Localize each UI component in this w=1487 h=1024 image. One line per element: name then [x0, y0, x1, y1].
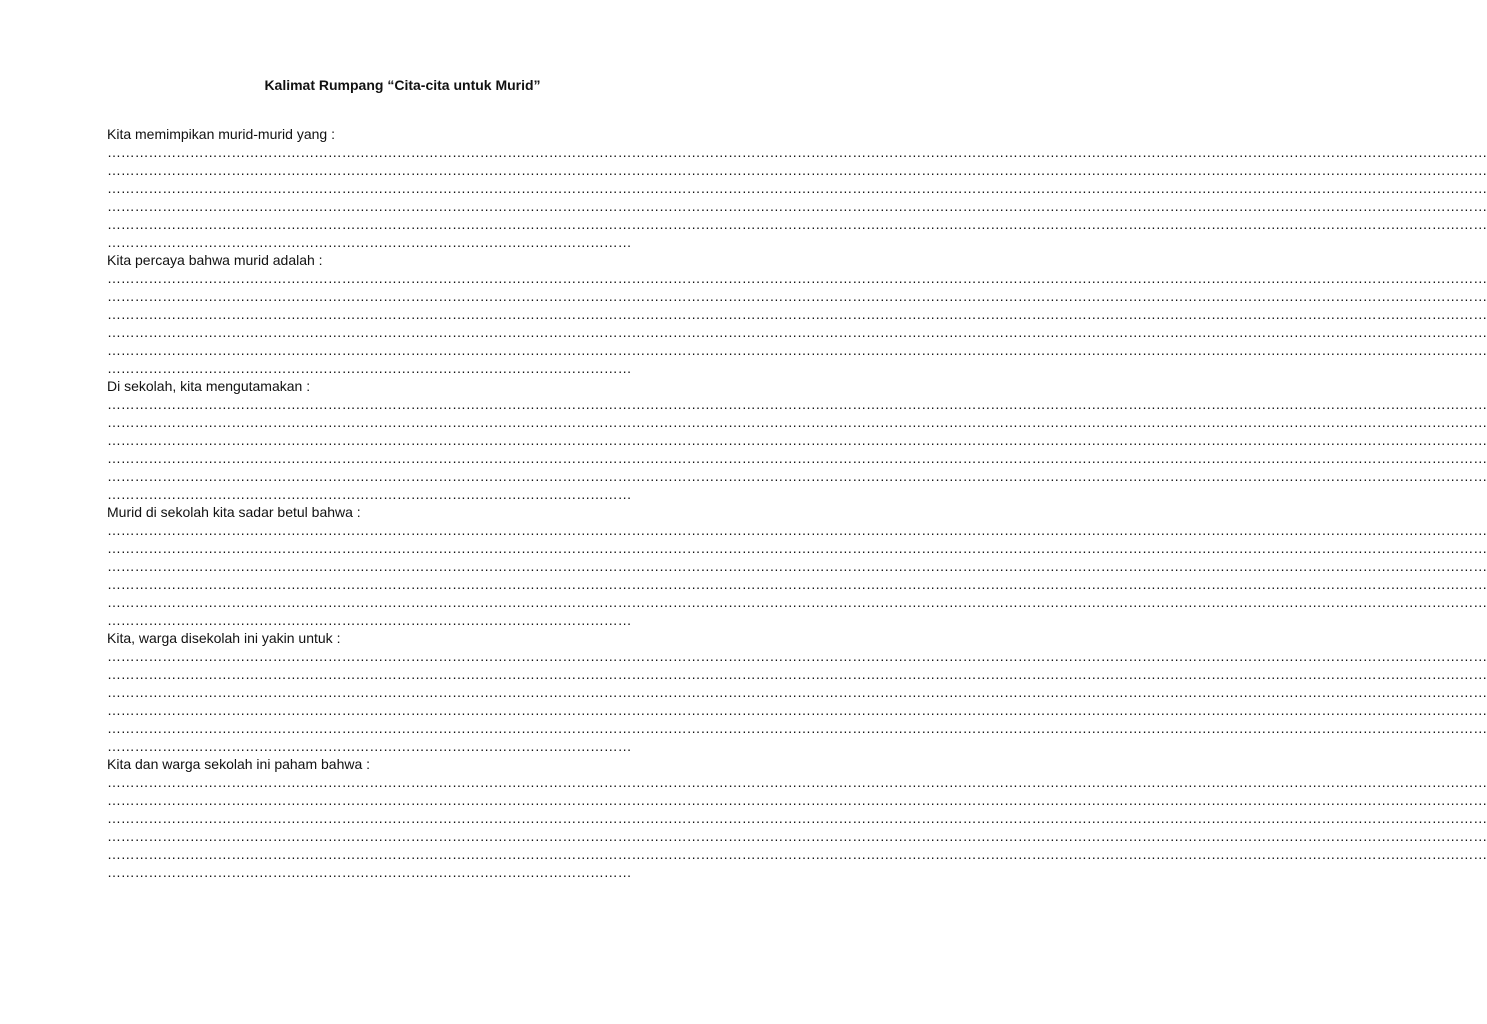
fill-in-line: …………………………………………………………………………………………………………………………………………………………………………………………………………………………………………………………………………	[107, 792, 1487, 808]
fill-in-line: …………………………………………………………………………………………………………………………………………………………………………………………………………………………………………………………………………	[107, 198, 1487, 214]
fill-in-line: …………………………………………………………………………………………………………………………………………………………………………………………………………………………………………………………………………	[107, 558, 1487, 574]
fill-in-line: …………………………………………………………………………………………………………………………………………………………………………………………………………………………………………………………………………	[107, 288, 1487, 304]
section-prompt: Kita memimpikan murid-murid yang :	[107, 126, 335, 142]
fill-in-line: …………………………………………………………………………………………………………………………………………………………………………………………………………………………………………………………………………	[107, 648, 1487, 664]
fill-in-line-short: ……………………………………………………………………………………………………	[107, 864, 632, 880]
fill-in-line: …………………………………………………………………………………………………………………………………………………………………………………………………………………………………………………………………………	[107, 450, 1487, 466]
fill-in-line: …………………………………………………………………………………………………………………………………………………………………………………………………………………………………………………………………………	[107, 576, 1487, 592]
fill-in-line: …………………………………………………………………………………………………………………………………………………………………………………………………………………………………………………………………………	[107, 720, 1487, 736]
fill-in-line: …………………………………………………………………………………………………………………………………………………………………………………………………………………………………………………………………………	[107, 180, 1487, 196]
fill-in-line: …………………………………………………………………………………………………………………………………………………………………………………………………………………………………………………………………………	[107, 270, 1487, 286]
fill-in-line: …………………………………………………………………………………………………………………………………………………………………………………………………………………………………………………………………………	[107, 468, 1487, 484]
fill-in-line: …………………………………………………………………………………………………………………………………………………………………………………………………………………………………………………………………………	[107, 666, 1487, 682]
section-2	[107, 251, 1487, 377]
fill-in-line: …………………………………………………………………………………………………………………………………………………………………………………………………………………………………………………………………………	[107, 810, 1487, 826]
fill-in-line: …………………………………………………………………………………………………………………………………………………………………………………………………………………………………………………………………………	[107, 846, 1487, 862]
fill-in-line: …………………………………………………………………………………………………………………………………………………………………………………………………………………………………………………………………………	[107, 594, 1487, 610]
fill-in-line: …………………………………………………………………………………………………………………………………………………………………………………………………………………………………………………………………………	[107, 432, 1487, 448]
section-prompt: Kita, warga disekolah ini yakin untuk :	[107, 630, 341, 646]
fill-in-line: …………………………………………………………………………………………………………………………………………………………………………………………………………………………………………………………………………	[107, 522, 1487, 538]
section-prompt: Kita percaya bahwa murid adalah :	[107, 252, 323, 268]
fill-in-line-short: ……………………………………………………………………………………………………	[107, 486, 632, 502]
fill-in-line: …………………………………………………………………………………………………………………………………………………………………………………………………………………………………………………………………………	[107, 396, 1487, 412]
fill-in-line-short: ……………………………………………………………………………………………………	[107, 612, 632, 628]
section-prompt: Kita dan warga sekolah ini paham bahwa :	[107, 756, 371, 772]
fill-in-line: …………………………………………………………………………………………………………………………………………………………………………………………………………………………………………………………………………	[107, 216, 1487, 232]
section-prompt: Di sekolah, kita mengutamakan :	[107, 378, 311, 394]
fill-in-line: …………………………………………………………………………………………………………………………………………………………………………………………………………………………………………………………………………	[107, 324, 1487, 340]
fill-in-line-short: ……………………………………………………………………………………………………	[107, 234, 632, 250]
fill-in-line-short: ……………………………………………………………………………………………………	[107, 360, 632, 376]
section-1	[107, 125, 1487, 251]
fill-in-line: …………………………………………………………………………………………………………………………………………………………………………………………………………………………………………………………………………	[107, 144, 1487, 160]
fill-in-line: …………………………………………………………………………………………………………………………………………………………………………………………………………………………………………………………………………	[107, 828, 1487, 844]
fill-in-line: …………………………………………………………………………………………………………………………………………………………………………………………………………………………………………………………………………	[107, 684, 1487, 700]
fill-in-line: …………………………………………………………………………………………………………………………………………………………………………………………………………………………………………………………………………	[107, 306, 1487, 322]
section-5	[107, 629, 1487, 755]
fill-in-line: …………………………………………………………………………………………………………………………………………………………………………………………………………………………………………………………………………	[107, 774, 1487, 790]
section-4	[107, 503, 1487, 629]
fill-in-line-short: ……………………………………………………………………………………………………	[107, 738, 632, 754]
fill-in-line: …………………………………………………………………………………………………………………………………………………………………………………………………………………………………………………………………………	[107, 414, 1487, 430]
fill-in-line: …………………………………………………………………………………………………………………………………………………………………………………………………………………………………………………………………………	[107, 342, 1487, 358]
fill-in-line: …………………………………………………………………………………………………………………………………………………………………………………………………………………………………………………………………………	[107, 540, 1487, 556]
document-title: Kalimat Rumpang “Cita-cita untuk Murid”	[264, 77, 541, 93]
fill-in-line: …………………………………………………………………………………………………………………………………………………………………………………………………………………………………………………………………………	[107, 702, 1487, 718]
section-6	[107, 755, 1487, 881]
section-prompt: Murid di sekolah kita sadar betul bahwa :	[107, 504, 361, 520]
fill-in-line: …………………………………………………………………………………………………………………………………………………………………………………………………………………………………………………………………………	[107, 162, 1487, 178]
section-3	[107, 377, 1487, 503]
sections-container	[107, 125, 1487, 881]
